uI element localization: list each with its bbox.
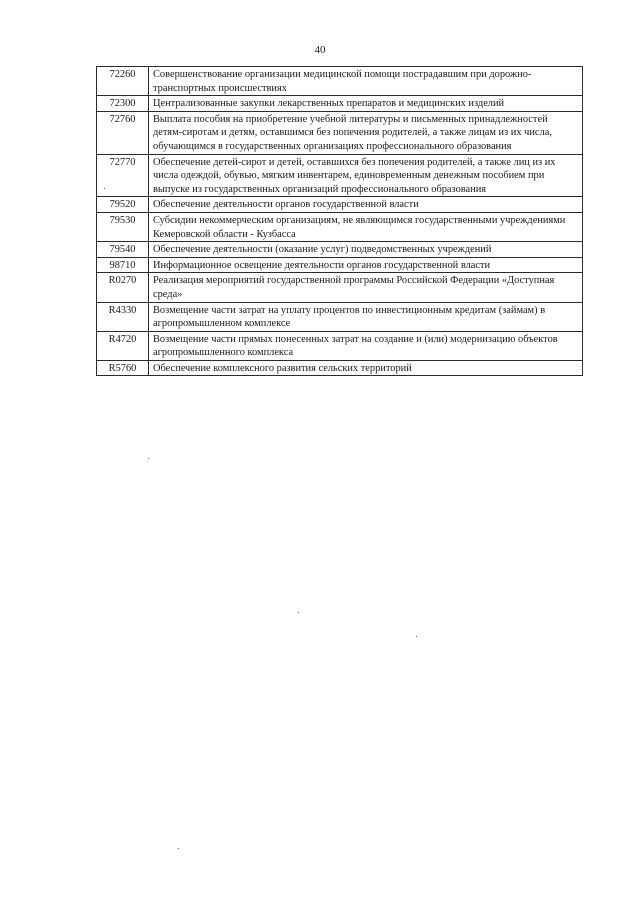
row-code: R4720 bbox=[97, 331, 149, 360]
row-description: Субсидии некоммерческим организациям, не являющимся государственными учреждениями Кемеровской области - Кузбасса bbox=[149, 212, 583, 241]
table-row bbox=[97, 257, 583, 273]
row-description: Возмещение части прямых понесенных затрат на создание и (или) модернизацию объектов агропромышленного комплекса bbox=[149, 331, 583, 360]
table-row bbox=[97, 197, 583, 213]
table-row bbox=[97, 331, 583, 360]
table-row bbox=[97, 111, 583, 154]
row-description: Выплата пособия на приобретение учебной литературы и письменных принадлежностей детям-сиротам и детям, оставшимся без попечения родителей, а также лицам из их числа, обучающимся в государственных организациях профессионального образования bbox=[149, 111, 583, 154]
row-code: 72260 bbox=[97, 67, 149, 96]
row-code: R5760 bbox=[97, 360, 149, 376]
table-row bbox=[97, 360, 583, 376]
row-description: Обеспечение детей-сирот и детей, оставшихся без попечения родителей, а также лиц из их числа одеждой, обувью, мягким инвентарем, единовременным денежным пособием при выпуске из государственных организаций профессионального образования bbox=[149, 154, 583, 197]
table-row bbox=[97, 273, 583, 302]
row-description: Обеспечение деятельности органов государственной власти bbox=[149, 197, 583, 213]
scan-speck bbox=[104, 188, 105, 189]
row-code: 98710 bbox=[97, 257, 149, 273]
page-number: 40 bbox=[314, 44, 326, 56]
scan-speck bbox=[416, 636, 417, 637]
row-code: 72300 bbox=[97, 96, 149, 112]
row-description: Обеспечение деятельности (оказание услуг) подведомственных учреждений bbox=[149, 242, 583, 258]
row-description: Централизованные закупки лекарственных препаратов и медицинских изделий bbox=[149, 96, 583, 112]
scan-speck bbox=[148, 458, 149, 459]
table-row bbox=[97, 212, 583, 241]
row-description: Реализация мероприятий государственной программы Российской Федерации «Доступная среда» bbox=[149, 273, 583, 302]
row-code: 79530 bbox=[97, 212, 149, 241]
row-code: 72760 bbox=[97, 111, 149, 154]
table-row bbox=[97, 96, 583, 112]
row-description: Совершенствование организации медицинской помощи пострадавшим при дорожно-транспортных происшествиях bbox=[149, 67, 583, 96]
table-row bbox=[97, 154, 583, 197]
row-description: Возмещение части затрат на уплату процентов по инвестиционным кредитам (займам) в агропромышленном комплексе bbox=[149, 302, 583, 331]
table-row bbox=[97, 302, 583, 331]
row-code: R0270 bbox=[97, 273, 149, 302]
budget-codes-table bbox=[96, 66, 583, 376]
scan-speck bbox=[178, 848, 179, 849]
row-description: Обеспечение комплексного развития сельских территорий bbox=[149, 360, 583, 376]
table-row bbox=[97, 67, 583, 96]
scan-speck bbox=[298, 612, 299, 613]
row-code: 79540 bbox=[97, 242, 149, 258]
table-row bbox=[97, 242, 583, 258]
row-description: Информационное освещение деятельности органов государственной власти bbox=[149, 257, 583, 273]
row-code: 72770 bbox=[97, 154, 149, 197]
row-code: 79520 bbox=[97, 197, 149, 213]
row-code: R4330 bbox=[97, 302, 149, 331]
